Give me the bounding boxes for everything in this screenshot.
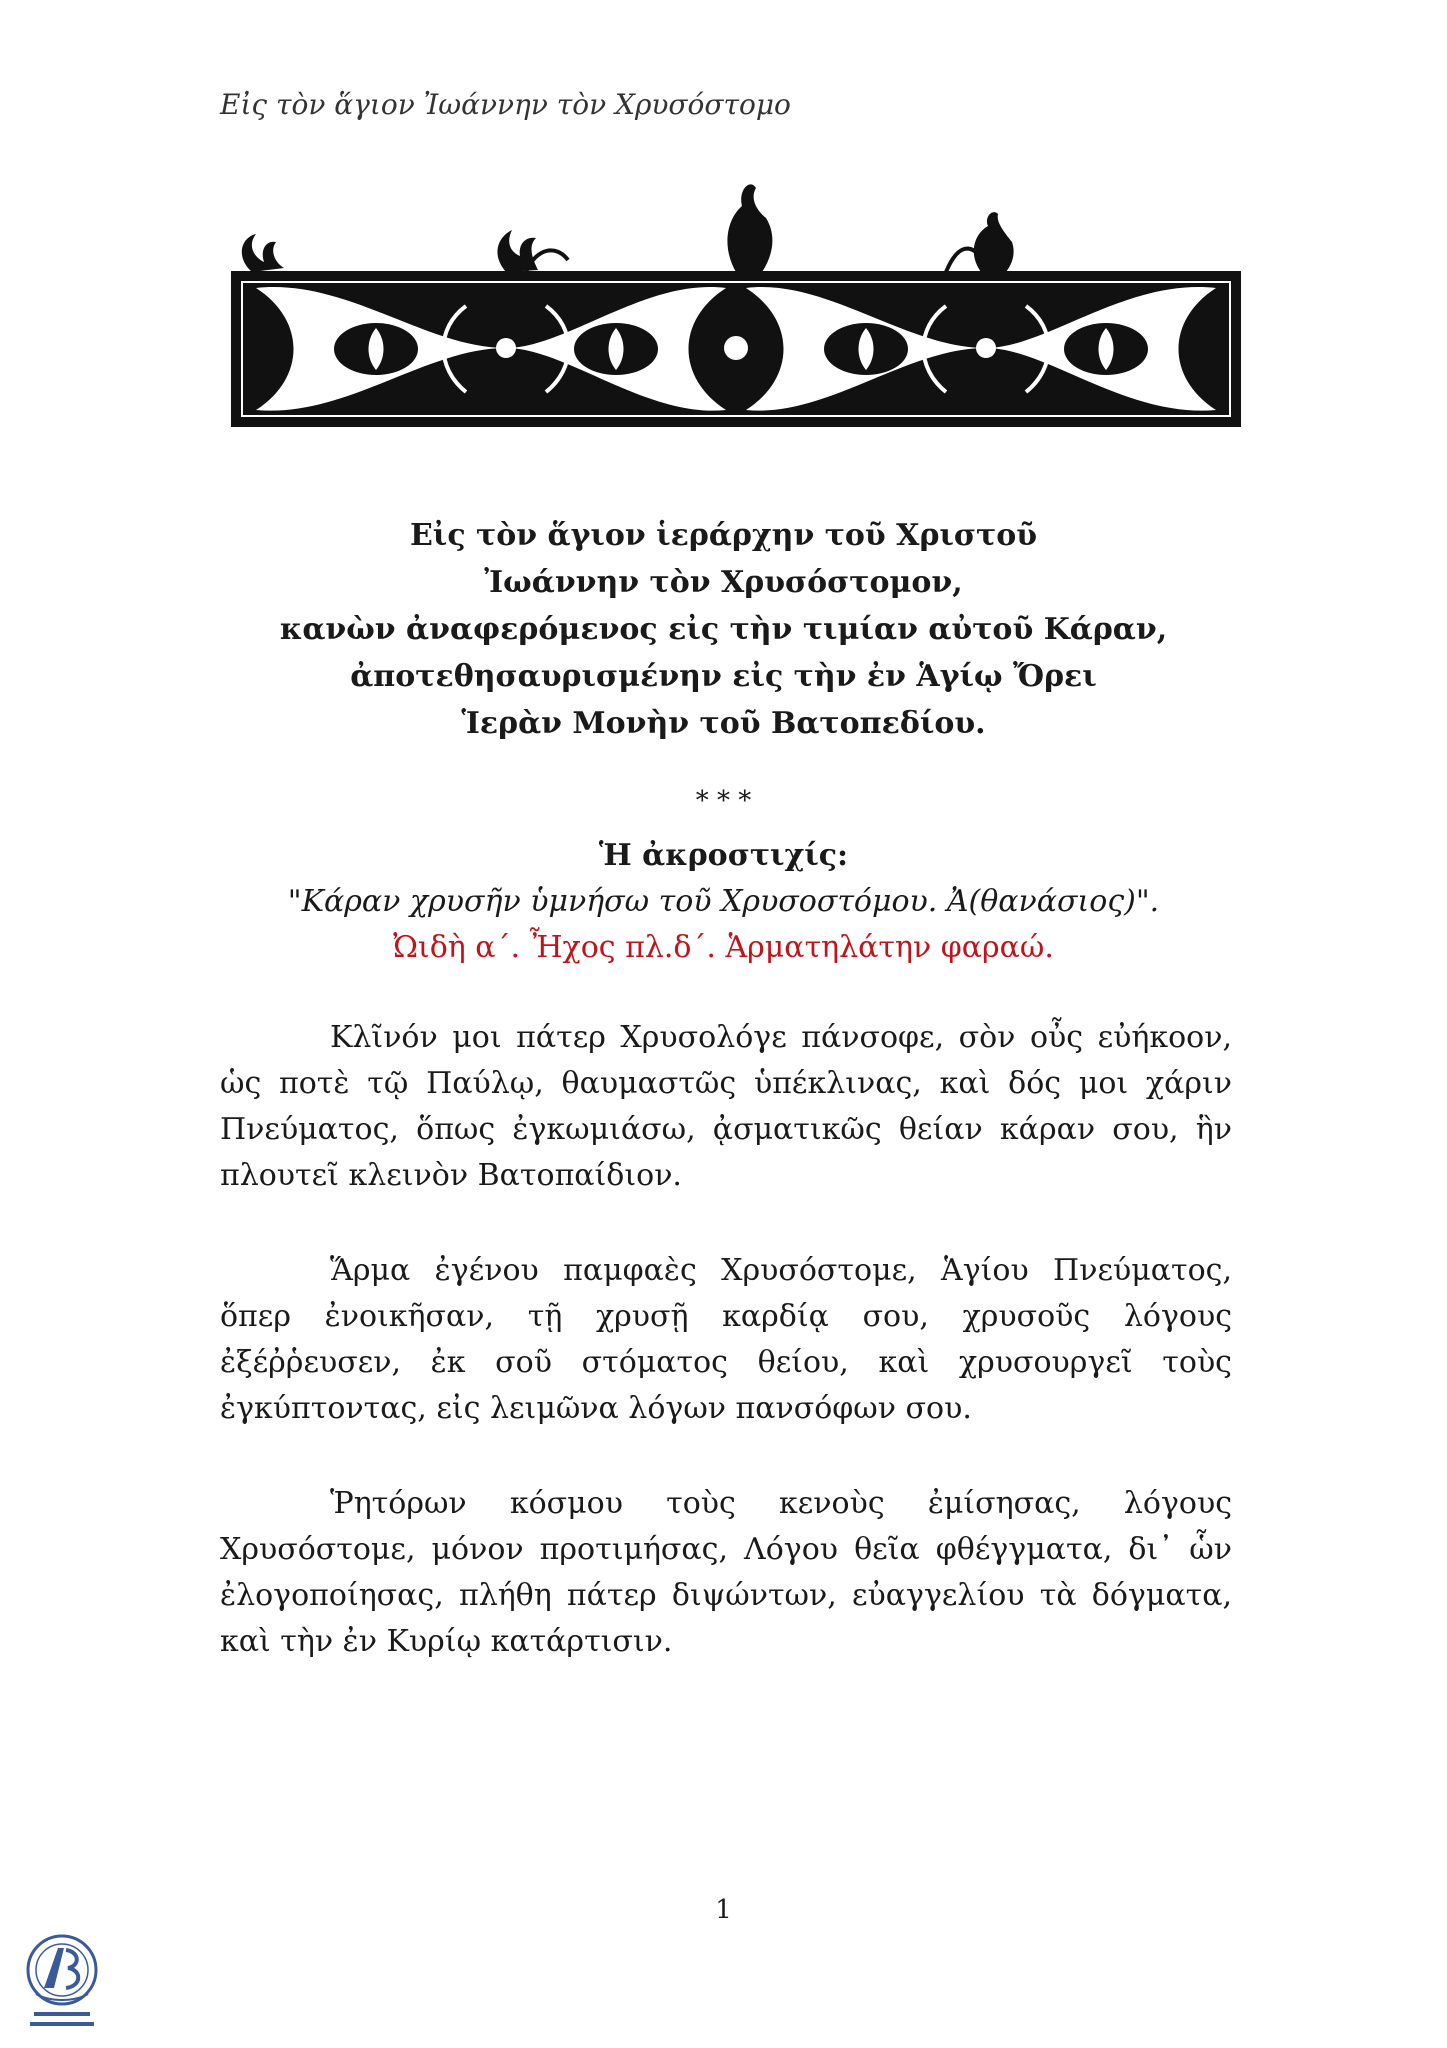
title-line-1: Εἰς τὸν ἅγιον ἱεράρχην τοῦ Χριστοῦ [409,518,1038,553]
ode-heading: Ὠιδὴ α΄. Ἦχος πλ.δ΄. Ἁρματηλάτην φαραώ. [393,930,1054,965]
acrostic-text: "Κάραν χρυσῆν ὑμνήσω τοῦ Χρυσοστόμου. Ἀ(θανάσιος)". [287,884,1160,919]
page-number: 1 [715,1895,732,1925]
title-block [0,512,1447,747]
stanza-3: Ῥητόρων κόσμου τοὺς κενοὺς ἐμίσησας, λόγους Χρυσόστομε, μόνον προτιμήσας, Λόγου θεῖα φθέγγματα, δι᾿ ὧν ἐλογοποίησας, πλήθη πάτερ διψώντων, εὐαγγελίου τὰ δόγματα, καὶ τὴν ἐν Κυρίῳ κατάρτισιν. [220,1486,1232,1659]
acrostic-label: Ἡ ἀκροστιχίς: [598,838,849,873]
stanza-1: Κλῖνόν μοι πάτερ Χρυσολόγε πάνσοφε, σὸν οὖς εὐήκοον, ὡς ποτὲ τῷ Παύλῳ, θαυμαστῶς ὑπέκλινας, καὶ δός μοι χάριν Πνεύματος, ὅπως ἐγκωμιάσω, ᾀσματικῶς θείαν κάραν σου, ἣν πλουτεῖ κλεινὸν Βατοπαίδιον. [220,1020,1232,1193]
library-logo-icon [22,1932,102,2036]
title-line-5: Ἱερὰν Μονὴν τοῦ Βατοπεδίου. [461,706,986,741]
stanza-2: Ἅρμα ἐγένου παμφαὲς Χρυσόστομε, Ἁγίου Πνεύματος, ὅπερ ἐνοικῆσαν, τῇ χρυσῇ καρδίᾳ σου, χρυσοῦς λόγους ἐξέῤῥευσεν, ἐκ σοῦ στόματος θείου, καὶ χρυσουργεῖ τοὺς ἐγκύπτοντας, εἰς λειμῶνα λόγων πανσόφων σου. [220,1253,1232,1426]
title-line-3: κανὼν ἀναφερόμενος εἰς τὴν τιμίαν αὐτοῦ Κάραν, [279,612,1168,647]
floral-headpiece-ornament [226,178,1246,443]
title-line-2: Ἰωάννην τὸν Χρυσόστομον, [484,565,963,600]
title-line-4: ἀποτεθησαυρισμένην εἰς τὴν ἐν Ἁγίῳ Ὄρει [350,659,1097,694]
section-separator: * * * [695,786,752,816]
running-head: Εἰς τὸν ἅγιον Ἰωάννην τὸν Χρυσόστομο [220,88,791,121]
